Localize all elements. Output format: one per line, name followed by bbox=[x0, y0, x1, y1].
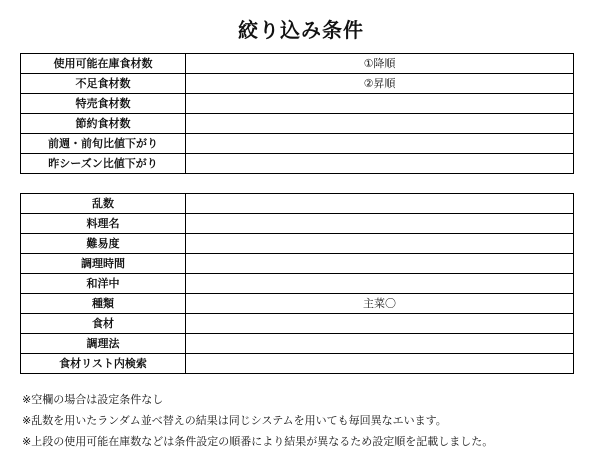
table-row bbox=[21, 354, 574, 374]
note-text: ※乱数を用いたランダム並べ替えの結果は同じシステムを用いても毎回異なエいます。 bbox=[22, 414, 447, 427]
table-row bbox=[21, 54, 574, 74]
row-value bbox=[186, 274, 574, 294]
table-row bbox=[21, 194, 574, 214]
row-value bbox=[186, 114, 574, 134]
row-label: 和洋中 bbox=[21, 274, 186, 294]
table-row bbox=[21, 274, 574, 294]
row-label: 難易度 bbox=[21, 234, 186, 254]
row-value bbox=[186, 94, 574, 114]
row-label: 前週・前旬比値下がり bbox=[21, 134, 186, 154]
row-label: 食材 bbox=[21, 314, 186, 334]
sort-conditions-table bbox=[20, 53, 574, 174]
notes bbox=[22, 391, 597, 454]
table-row bbox=[21, 134, 574, 154]
row-value: ②昇順 bbox=[186, 74, 574, 94]
row-value: ①降順 bbox=[186, 54, 574, 74]
table-row bbox=[21, 94, 574, 114]
row-label: 昨シーズン比値下がり bbox=[21, 154, 186, 174]
row-label: 乱数 bbox=[21, 194, 186, 214]
table-row bbox=[21, 154, 574, 174]
row-label: 調理法 bbox=[21, 334, 186, 354]
row-value bbox=[186, 214, 574, 234]
row-label: 料理名 bbox=[21, 214, 186, 234]
row-label: 使用可能在庫食材数 bbox=[21, 54, 186, 74]
row-value: 主菜〇 bbox=[186, 294, 574, 314]
row-value bbox=[186, 354, 574, 374]
note-text: ※上段の使用可能在庫数などは条件設定の順番により結果が異なるため設定順を記載しました。 bbox=[22, 435, 494, 448]
row-label: 種類 bbox=[21, 294, 186, 314]
row-value bbox=[186, 334, 574, 354]
row-value bbox=[186, 194, 574, 214]
row-value bbox=[186, 314, 574, 334]
filter-conditions-table bbox=[20, 193, 574, 374]
row-label: 節約食材数 bbox=[21, 114, 186, 134]
table-row bbox=[21, 294, 574, 314]
row-value bbox=[186, 254, 574, 274]
table-row bbox=[21, 74, 574, 94]
table-row bbox=[21, 254, 574, 274]
table-row bbox=[21, 314, 574, 334]
page-title: 絞り込み条件 bbox=[238, 18, 364, 42]
note-text: ※空欄の場合は設定条件なし bbox=[22, 393, 164, 406]
table-row bbox=[21, 214, 574, 234]
row-label: 調理時間 bbox=[21, 254, 186, 274]
table-row bbox=[21, 334, 574, 354]
row-label: 不足食材数 bbox=[21, 74, 186, 94]
table-row bbox=[21, 114, 574, 134]
row-label: 特売食材数 bbox=[21, 94, 186, 114]
row-label: 食材リスト内検索 bbox=[21, 354, 186, 374]
table-row bbox=[21, 234, 574, 254]
row-value bbox=[186, 134, 574, 154]
row-value bbox=[186, 154, 574, 174]
row-value bbox=[186, 234, 574, 254]
